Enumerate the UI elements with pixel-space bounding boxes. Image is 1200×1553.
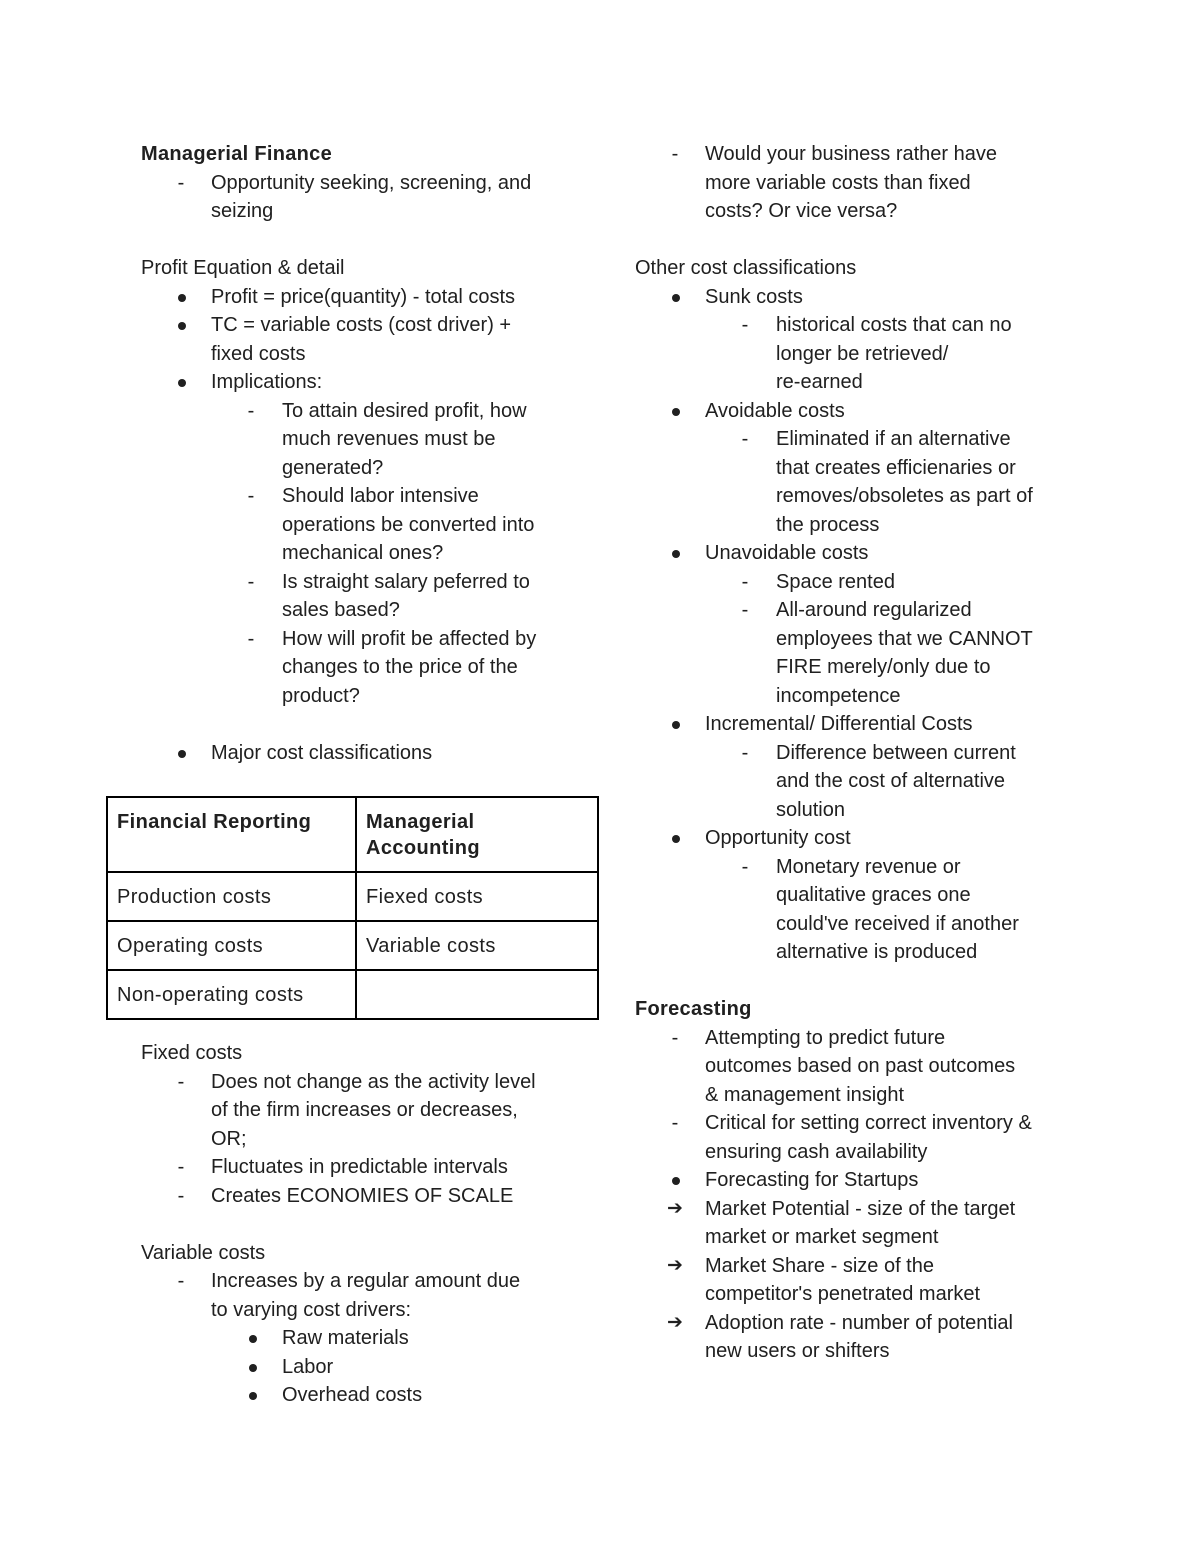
detail-item: - All-around regularized employees that we CANNOT FIRE merely/only due to incompetence [635, 596, 1075, 710]
dash-marker: - [247, 627, 255, 650]
arrow-right-icon: ➔ [667, 1311, 683, 1333]
table-header-cell: Managerial Accounting [356, 797, 598, 872]
fixed-costs-heading: Fixed costs [141, 1042, 243, 1064]
dash-marker: - [247, 485, 255, 507]
document-title: Managerial Finance [141, 143, 333, 165]
bullet-icon [178, 750, 186, 758]
list-item: - Critical for setting correct inventory & ensuring cash availability [635, 1109, 1075, 1166]
dash-marker: - [741, 599, 749, 621]
table-row [107, 970, 598, 1019]
list-item: Opportunity cost [635, 824, 1075, 853]
list-item: Implications: [141, 368, 581, 397]
list-item: Major cost classifications [141, 739, 581, 768]
intro-item: - Opportunity seeking, screening, and seizing [141, 169, 581, 226]
bullet-icon [178, 322, 186, 330]
dash-marker: - [177, 1184, 185, 1207]
table-cell: Production costs [107, 872, 356, 921]
list-item: TC = variable costs (cost driver) + fixed costs [141, 311, 581, 368]
dash-marker: - [247, 570, 255, 593]
dash-marker: - [741, 855, 749, 878]
list-item: Overhead costs [141, 1381, 581, 1410]
detail-item: - Space rented [635, 568, 1075, 597]
bullet-icon [178, 294, 186, 302]
list-item: Incremental/ Differential Costs [635, 710, 1075, 739]
detail-item: - Difference between current and the cost of alternative solution [635, 739, 1075, 825]
bullet-icon [672, 550, 680, 558]
bullet-icon [672, 1177, 680, 1185]
table-cell: Non-operating costs [107, 970, 356, 1019]
dash-marker: - [177, 1270, 185, 1292]
list-item: ➔ Market Potential - size of the target market or market segment [635, 1195, 1075, 1252]
table-cell: Variable costs [356, 921, 598, 970]
implication-item: - How will profit be affected by changes to the price of the product? [141, 625, 581, 711]
list-item: - Creates ECONOMIES OF SCALE [141, 1182, 581, 1211]
detail-item: - Eliminated if an alternative that creates efficienaries or removes/obsoletes as part of the process [635, 425, 1075, 539]
table-cell: Operating costs [107, 921, 356, 970]
list-item: Avoidable costs [635, 397, 1075, 426]
list-item: Raw materials [141, 1324, 581, 1353]
list-item: Sunk costs [635, 283, 1075, 312]
forecasting-heading: Forecasting [635, 998, 752, 1020]
list-item: - Increases by a regular amount due to varying cost drivers: [141, 1267, 581, 1324]
left-column-lower [141, 1039, 581, 1410]
list-item: Forecasting for Startups [635, 1166, 1075, 1195]
left-column [141, 140, 581, 767]
bullet-icon [672, 294, 680, 302]
variable-costs-heading: Variable costs [141, 1241, 266, 1264]
dash-marker: - [741, 428, 749, 450]
dash-marker: - [671, 1112, 679, 1134]
detail-item: - historical costs that can no longer be retrieved/ re-earned [635, 311, 1075, 397]
arrow-right-icon: ➔ [667, 1254, 683, 1276]
dash-marker: - [741, 741, 749, 764]
dash-marker: - [671, 1026, 679, 1049]
implication-item: - Is straight salary peferred to sales based? [141, 568, 581, 625]
arrow-right-icon: ➔ [667, 1197, 683, 1219]
dash-marker: - [177, 171, 185, 194]
other-classifications-heading: Other cost classifications [635, 257, 857, 279]
bullet-icon [249, 1392, 257, 1400]
implication-item: - To attain desired profit, how much revenues must be generated? [141, 397, 581, 483]
detail-item: - Monetary revenue or qualitative graces one could've received if another alternative is produced [635, 853, 1075, 967]
list-item: - Fluctuates in predictable intervals [141, 1153, 581, 1182]
bullet-icon [249, 1364, 257, 1372]
table-cell [356, 970, 598, 1019]
bullet-icon [249, 1335, 257, 1343]
list-item: - Attempting to predict future outcomes based on past outcomes & management insight [635, 1024, 1075, 1110]
bullet-icon [672, 408, 680, 416]
profit-heading: Profit Equation & detail [141, 257, 345, 279]
list-item: Profit = price(quantity) - total costs [141, 283, 581, 312]
table-row [107, 921, 598, 970]
dash-marker: - [741, 314, 749, 336]
dash-marker: - [741, 570, 749, 593]
bullet-icon [672, 721, 680, 729]
dash-marker: - [177, 1156, 185, 1178]
table-header-row [107, 797, 598, 872]
list-item: ➔ Adoption rate - number of potential new users or shifters [635, 1309, 1075, 1366]
question-item: - Would your business rather have more variable costs than fixed costs? Or vice versa? [635, 140, 1075, 226]
right-column [635, 140, 1075, 1366]
list-item: ➔ Market Share - size of the competitor's penetrated market [635, 1252, 1075, 1309]
cost-classification-table [106, 796, 599, 1020]
table-row [107, 872, 598, 921]
table-cell: Fiexed costs [356, 872, 598, 921]
dash-marker: - [247, 399, 255, 422]
list-item: - Does not change as the activity level of the firm increases or decreases, OR; [141, 1068, 581, 1154]
bullet-icon [178, 379, 186, 387]
dash-marker: - [671, 143, 679, 165]
bullet-icon [672, 835, 680, 843]
table-header-cell: Financial Reporting [107, 797, 356, 872]
implication-item: - Should labor intensive operations be converted into mechanical ones? [141, 482, 581, 568]
dash-marker: - [177, 1070, 185, 1093]
list-item: Unavoidable costs [635, 539, 1075, 568]
list-item: Labor [141, 1353, 581, 1382]
